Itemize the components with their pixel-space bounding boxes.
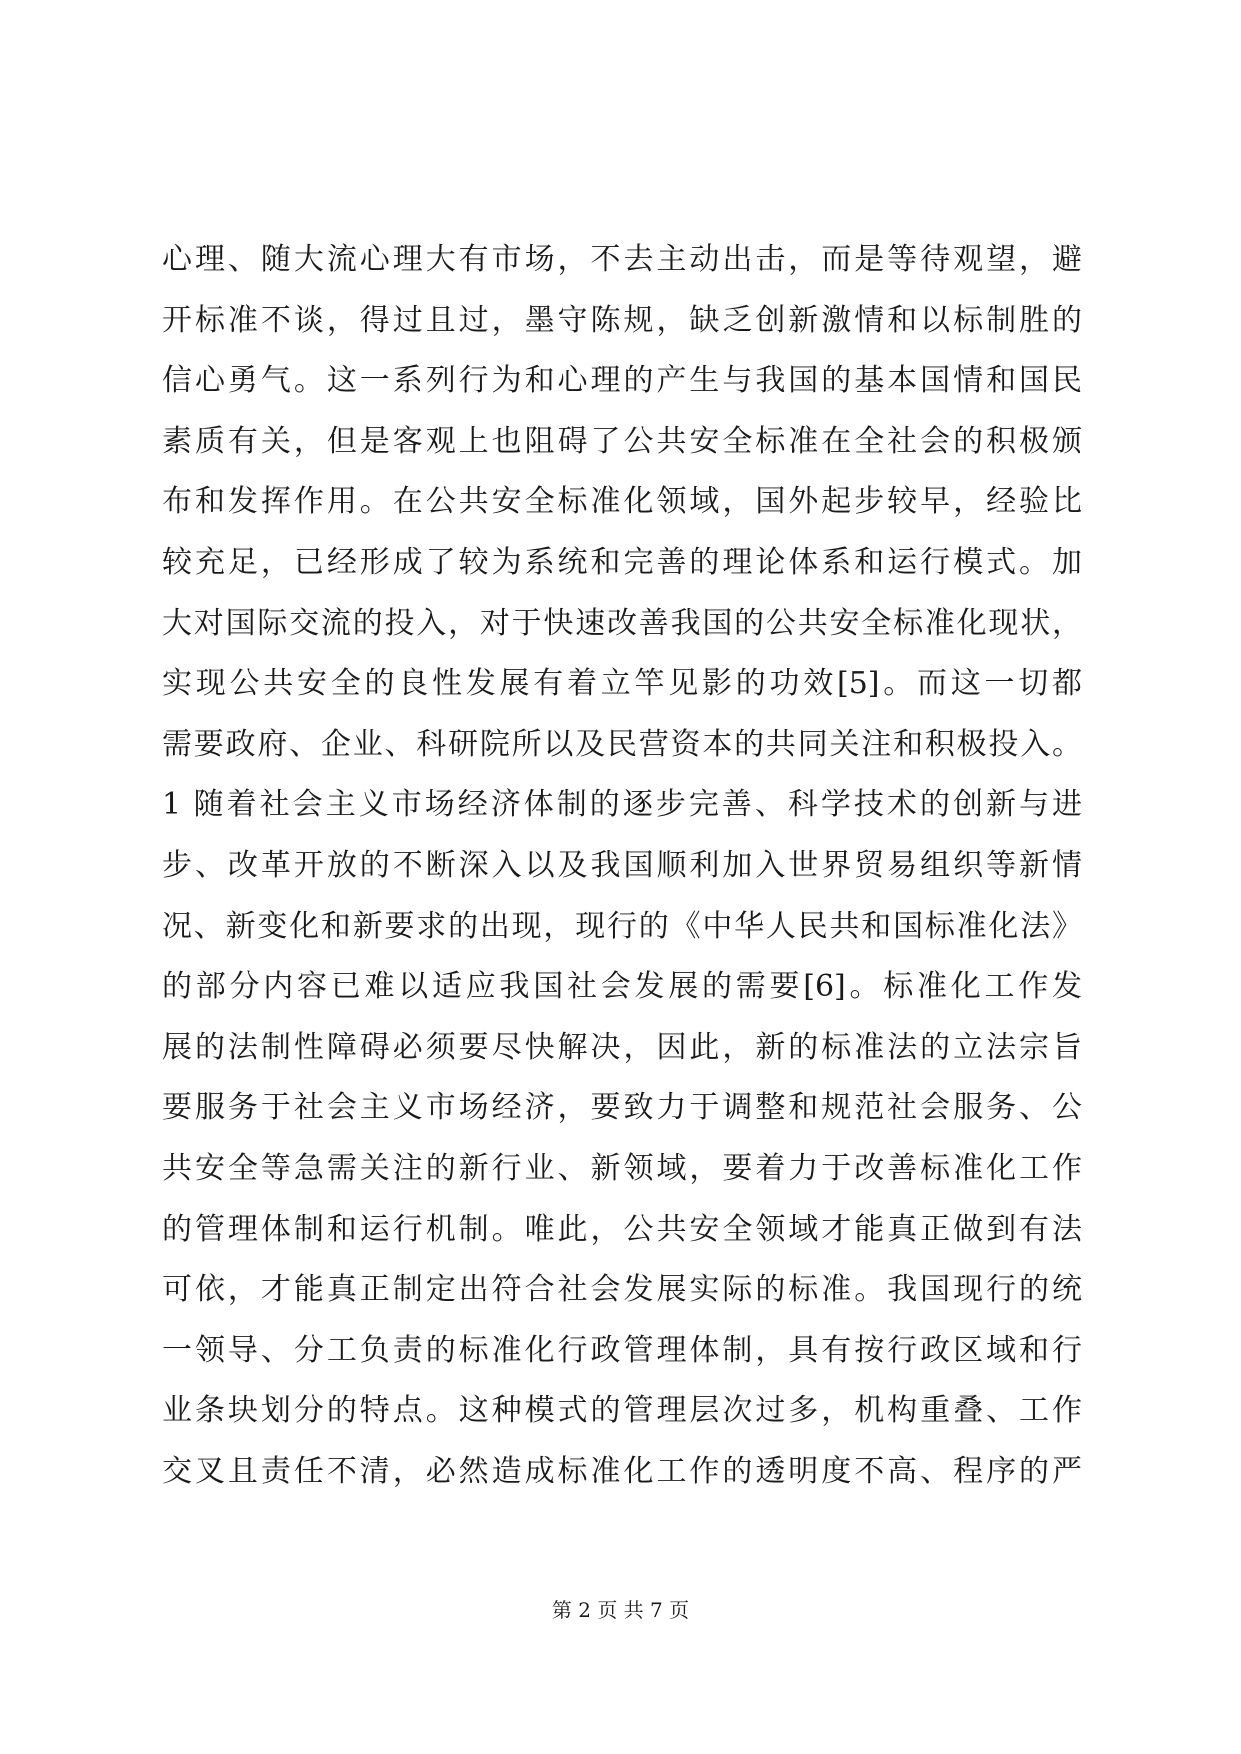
text-line: 的管理体制和运行机制。唯此，公共安全领域才能真正做到有法: [162, 1211, 1082, 1247]
text-line: 开标准不谈，得过且过，墨守陈规，缺乏创新激情和以标制胜的: [162, 302, 1082, 338]
text-line: 的部分内容已难以适应我国社会发展的需要[6]。标准化工作发: [162, 969, 1082, 1005]
text-line: 可依，才能真正制定出符合社会发展实际的标准。我国现行的统: [162, 1272, 1082, 1308]
text-line: 素质有关，但是客观上也阻碍了公共安全标准在全社会的积极颁: [162, 423, 1082, 459]
text-line: 一领导、分工负责的标准化行政管理体制，具有按行政区域和行: [162, 1332, 1082, 1368]
text-line: 心理、随大流心理大有市场，不去主动出击，而是等待观望，避: [162, 242, 1082, 277]
text-line: 需要政府、企业、科研院所以及民营资本的共同关注和积极投入。: [162, 726, 1082, 762]
text-line: 信心勇气。这一系列行为和心理的产生与我国的基本国情和国民: [162, 363, 1082, 399]
text-line: 共安全等急需关注的新行业、新领域，要着力于改善标准化工作: [162, 1150, 1082, 1186]
text-line: 实现公共安全的良性发展有着立竿见影的功效[5]。而这一切都: [162, 666, 1082, 702]
text-line: 要服务于社会主义市场经济，要致力于调整和规范社会服务、公: [162, 1090, 1082, 1126]
text-line: 业条块划分的特点。这种模式的管理层次过多，机构重叠、工作: [162, 1393, 1082, 1429]
text-line: 大对国际交流的投入，对于快速改善我国的公共安全标准化现状，: [162, 605, 1082, 641]
text-line: 展的法制性障碍必须要尽快解决，因此，新的标准法的立法宗旨: [162, 1029, 1082, 1065]
text-line: 步、改革开放的不断深入以及我国顺利加入世界贸易组织等新情: [162, 847, 1082, 883]
text-line: 交叉且责任不清，必然造成标准化工作的透明度不高、程序的严: [162, 1453, 1082, 1489]
text-line: 况、新变化和新要求的出现，现行的《中华人民共和国标准化法》: [162, 908, 1082, 944]
page-number-footer: 第 2 页 共 7 页: [551, 1598, 690, 1622]
text-line: 1 随着社会主义市场经济体制的逐步完善、科学技术的创新与进: [162, 787, 1082, 823]
text-line: 较充足，已经形成了较为系统和完善的理论体系和运行模式。加: [162, 544, 1082, 580]
body-paragraph: [162, 230, 1082, 1502]
text-line: 布和发挥作用。在公共安全标准化领域，国外起步较早，经验比: [162, 484, 1082, 520]
